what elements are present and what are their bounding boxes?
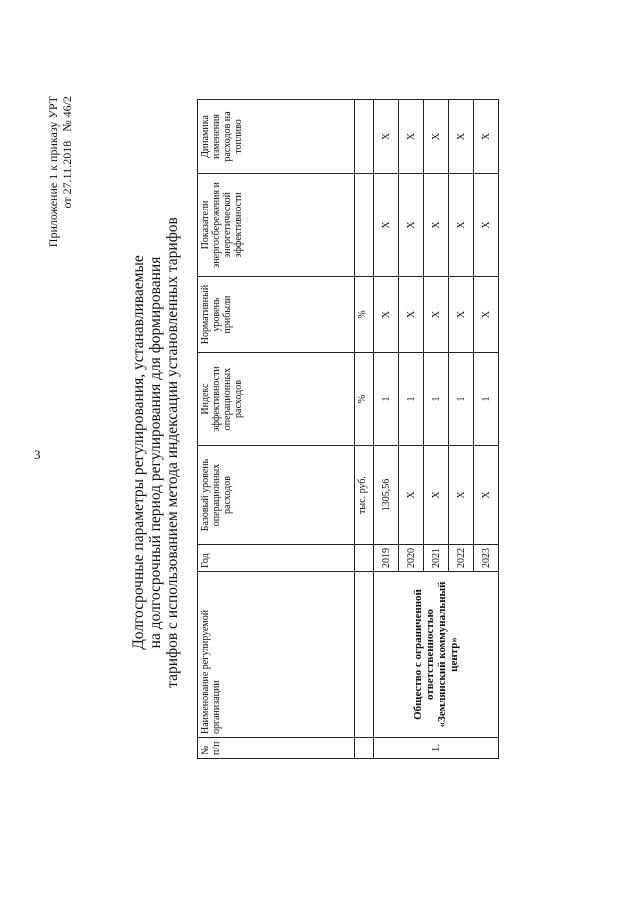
cell-year: 2019	[374, 545, 399, 572]
row-number: 1.	[374, 738, 499, 759]
title-line-1: Долгосрочные параметры регулирования, устанавливаемые	[130, 255, 147, 650]
units-empty	[355, 572, 374, 738]
cell-efficiency-index: 1	[424, 353, 449, 446]
header-num: № п/п	[198, 738, 355, 759]
cell-fuel-dynamics: X	[449, 100, 474, 174]
cell-efficiency-index: 1	[374, 353, 399, 446]
cell-base-opex: X	[424, 446, 449, 545]
cell-fuel-dynamics: X	[424, 100, 449, 174]
header-fuel-dynamics: Динамика изменения расходов на топливо	[198, 100, 355, 174]
cell-profit-level: X	[449, 277, 474, 353]
table-row	[374, 100, 399, 759]
cell-energy-saving: X	[424, 174, 449, 277]
cell-profit-level: X	[374, 277, 399, 353]
header-efficiency-index: Индекс эффективности операционных расходов	[198, 353, 355, 446]
cell-year: 2023	[474, 545, 499, 572]
table-units-row	[355, 100, 374, 759]
cell-energy-saving: X	[374, 174, 399, 277]
title-line-3: тарифов с использованием метода индексации установленных тарифов	[164, 217, 181, 688]
cell-efficiency-index: 1	[399, 353, 424, 446]
cell-profit-level: X	[474, 277, 499, 353]
order-number: № 46/2	[60, 96, 74, 132]
order-date: от 27.11.2018	[60, 140, 74, 209]
cell-fuel-dynamics: X	[474, 100, 499, 174]
cell-efficiency-index: 1	[474, 353, 499, 446]
units-empty	[355, 100, 374, 174]
cell-efficiency-index: 1	[449, 353, 474, 446]
unit-efficiency-index: %	[355, 353, 374, 446]
header-base-opex: Базовый уровень операционных расходов	[198, 446, 355, 545]
header-organization: Наименование регулируемой организации	[198, 572, 355, 738]
header-year: Год	[198, 545, 355, 572]
cell-energy-saving: X	[399, 174, 424, 277]
cell-year: 2022	[449, 545, 474, 572]
organization-name: Общество с ограниченной ответственностью «Землянский коммунальный центр»	[374, 572, 499, 738]
cell-base-opex: X	[399, 446, 424, 545]
document-title	[130, 0, 181, 905]
parameters-table	[197, 99, 499, 759]
page-number: 3	[34, 447, 41, 462]
cell-profit-level: X	[424, 277, 449, 353]
appendix-line: Приложение 1 к приказу УРТ	[46, 96, 60, 248]
unit-base-opex: тыс. руб.	[355, 446, 374, 545]
cell-year: 2020	[399, 545, 424, 572]
cell-profit-level: X	[399, 277, 424, 353]
units-empty	[355, 738, 374, 759]
header-energy-saving: Показатели энергосбережения и энергетической эффективности	[198, 174, 355, 277]
appendix-order-line	[60, 96, 74, 247]
cell-base-opex: X	[474, 446, 499, 545]
title-line-2: на долгосрочный период регулирования для формирования	[147, 256, 164, 649]
table-header-row	[198, 100, 355, 759]
header-profit-level: Нормативный уровень прибыли	[198, 277, 355, 353]
cell-energy-saving: X	[449, 174, 474, 277]
cell-fuel-dynamics: X	[374, 100, 399, 174]
units-empty	[355, 545, 374, 572]
cell-year: 2021	[424, 545, 449, 572]
unit-profit-level: %	[355, 277, 374, 353]
cell-base-opex: X	[449, 446, 474, 545]
cell-base-opex: 1305,56	[374, 446, 399, 545]
cell-fuel-dynamics: X	[399, 100, 424, 174]
cell-energy-saving: X	[474, 174, 499, 277]
units-empty	[355, 174, 374, 277]
appendix-reference	[46, 96, 74, 247]
